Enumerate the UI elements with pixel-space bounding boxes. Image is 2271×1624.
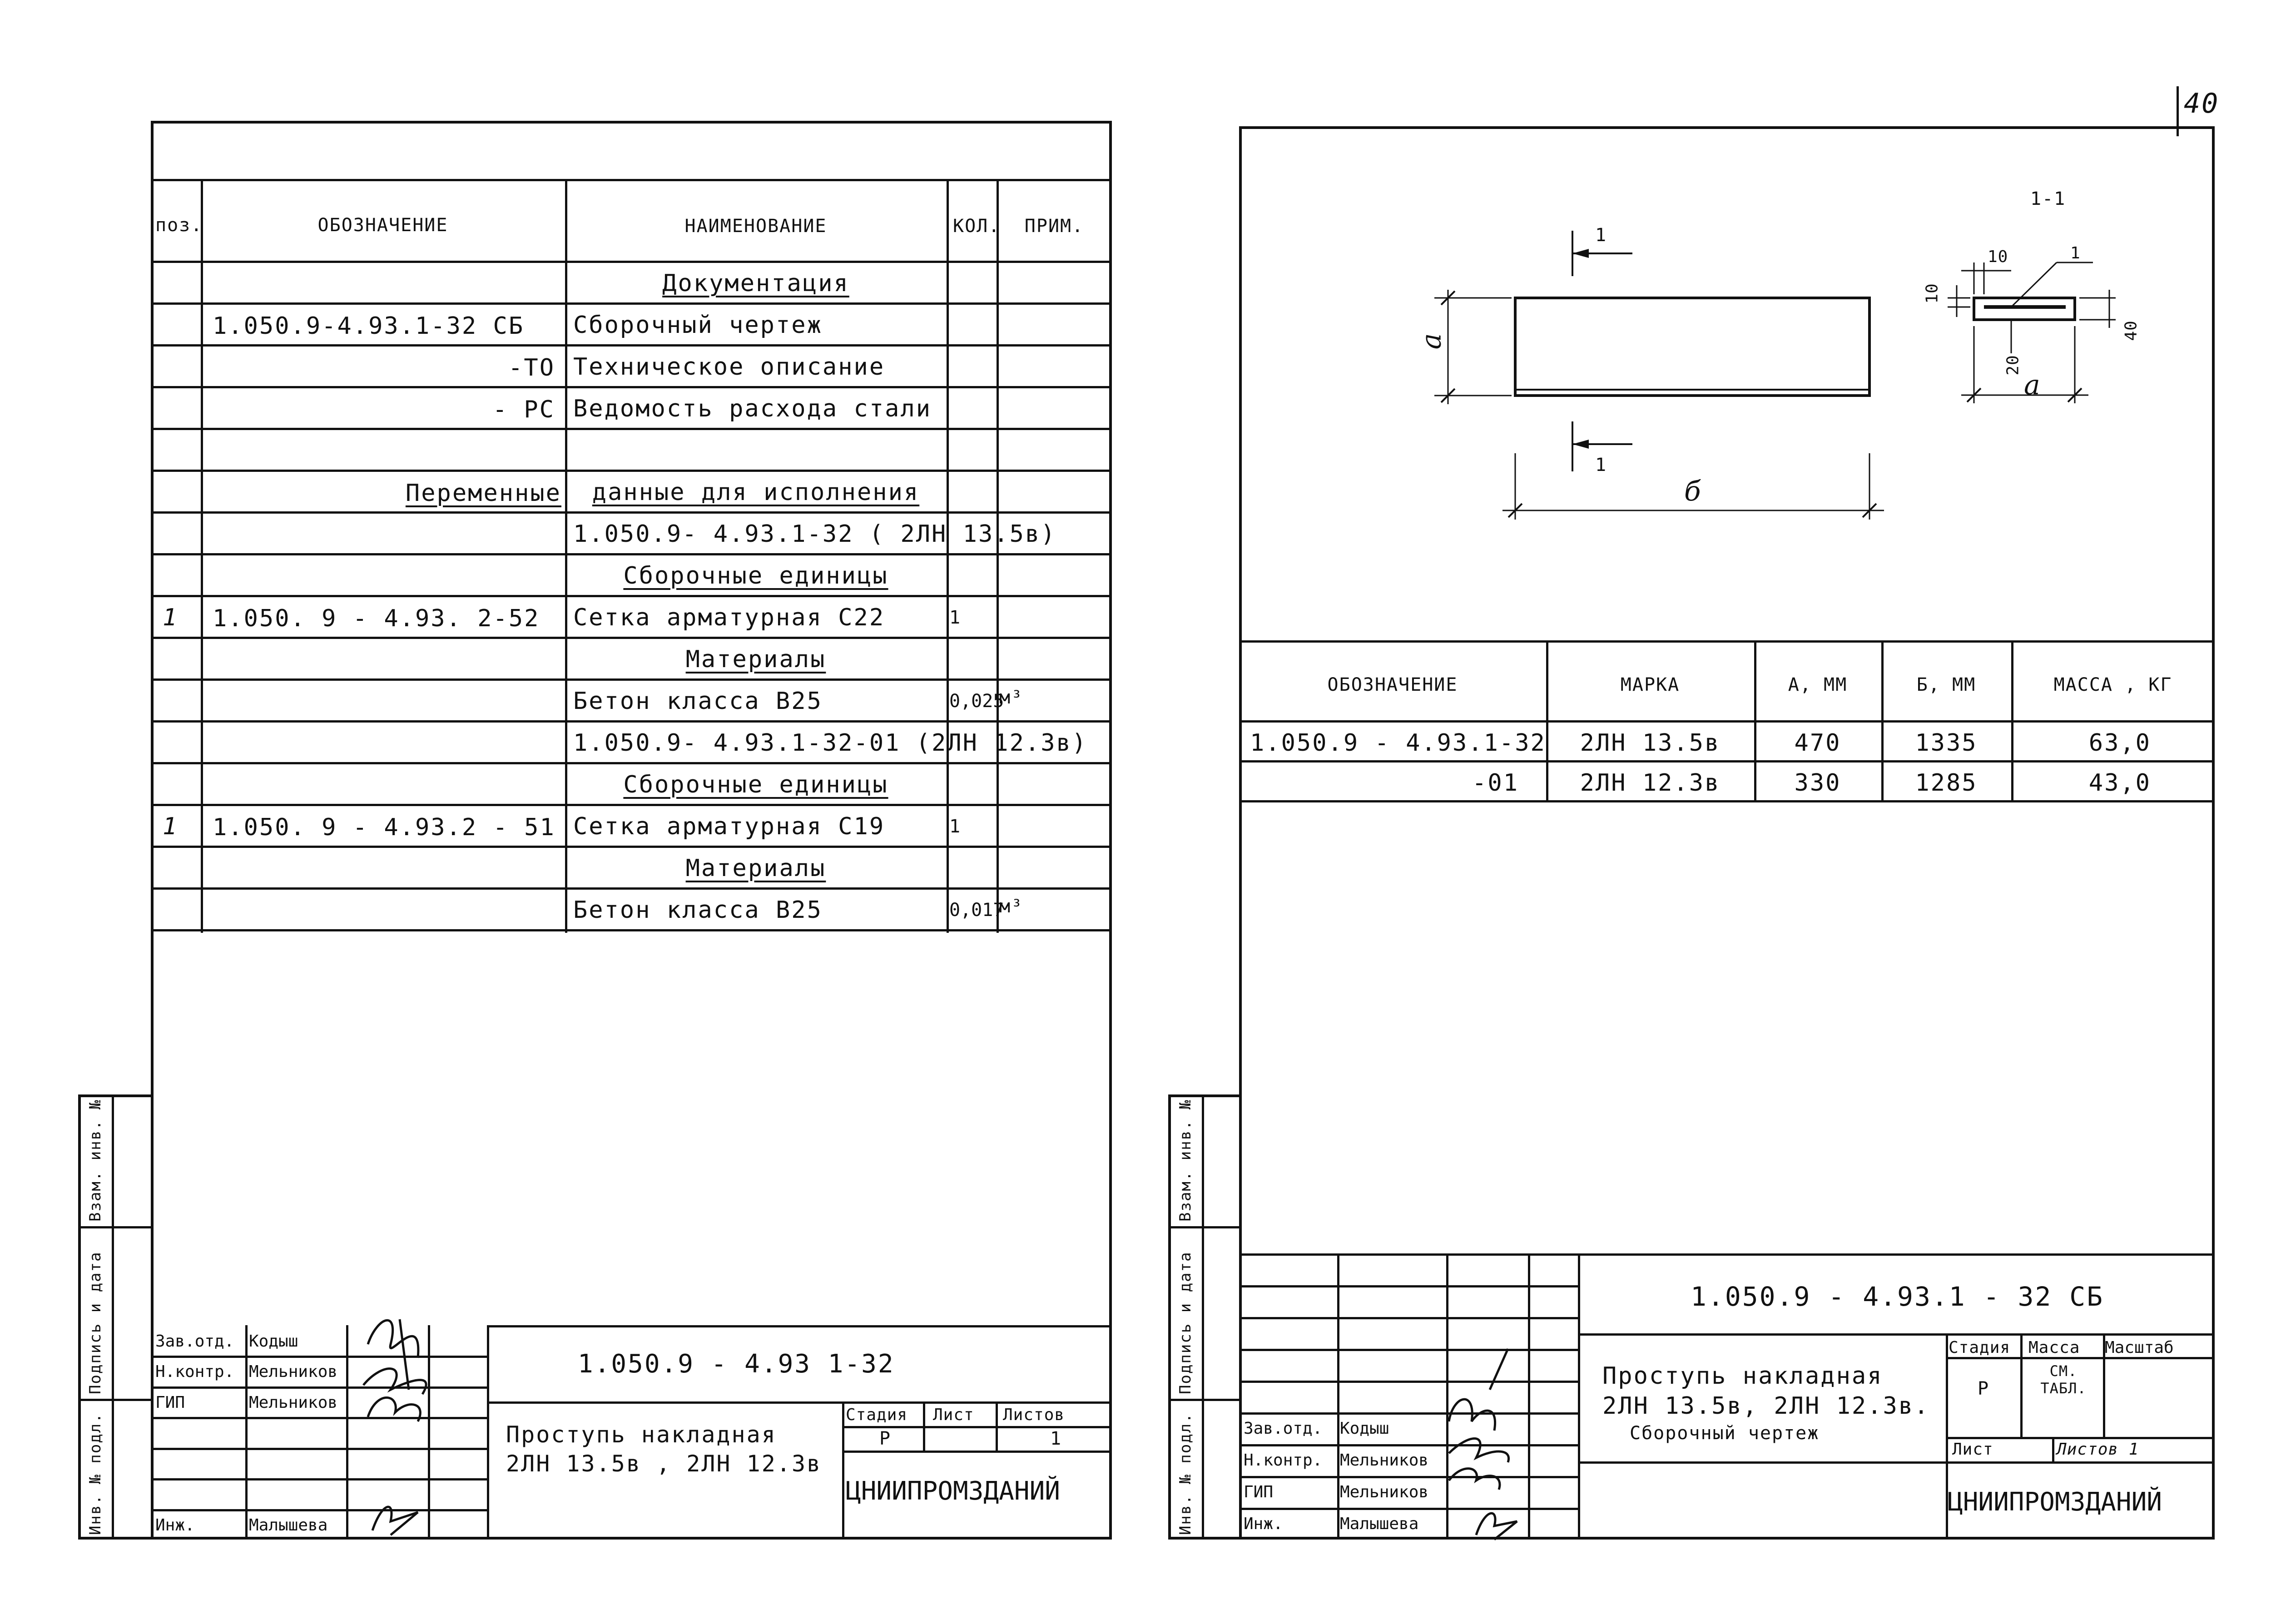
row-name: Сетка арматурная С19 (573, 813, 885, 840)
header-name: НАИМЕНОВАНИЕ (684, 216, 827, 237)
cut-mark-bottom: 1 (1595, 455, 1607, 475)
right-stage-label: Стадия (1949, 1338, 2011, 1357)
people-role: Инж. (155, 1515, 195, 1535)
row-name: Бетон класса В25 (573, 688, 823, 715)
section-label: 1-1 (2030, 188, 2066, 209)
right-org: ЦНИИПРОМЗДАНИЙ (1948, 1487, 2162, 1517)
row-qty: 0,017 (949, 900, 1004, 921)
left-title-line1: Проступь накладная (506, 1421, 777, 1448)
row-designation: Переменные (405, 480, 561, 507)
right-title-code: 1.050.9 - 4.93.1 - 32 СБ (1691, 1281, 2104, 1312)
header-pos: поз. (155, 215, 203, 236)
people-name: Малышева (1340, 1515, 1419, 1533)
left-title-code: 1.050.9 - 4.93 1-32 (578, 1349, 895, 1379)
people-role: Инж. (1244, 1515, 1283, 1533)
section-dim-a: а (2024, 369, 2042, 401)
left-stage-value: Р (879, 1428, 892, 1449)
people-role: Н.контр. (1244, 1451, 1323, 1470)
row-pos: 1 (163, 604, 179, 631)
right-sheet-label: Лист (1952, 1440, 1993, 1459)
table-cell: 2ЛН 12.3в (1580, 769, 1721, 797)
row-section-heading: Сборочные единицы (623, 771, 888, 798)
row-pos: 1 (163, 813, 179, 840)
people-name: Мельников (1340, 1451, 1429, 1470)
dim-a-label: а (1415, 332, 1448, 350)
people-name: Мельников (249, 1362, 338, 1381)
row-qty: 1 (949, 607, 961, 628)
row-designation: 1.050. 9 - 4.93.2 - 51 (213, 814, 555, 841)
right-sheets-label: Листов 1 (2057, 1440, 2139, 1459)
table-cell: 330 (1794, 769, 1841, 797)
people-role: ГИП (155, 1393, 185, 1412)
table-header-cell: Б, ММ (1916, 674, 1976, 695)
right-mass-label: Масса (2028, 1338, 2080, 1357)
row-section-heading: Материалы (685, 855, 826, 882)
table-cell: -01 (1472, 769, 1519, 797)
row-section-heading: данные для исполнения (592, 479, 920, 506)
table-cell: 2ЛН 13.5в (1580, 729, 1721, 757)
right-stamp-vzam-inv: Взам. инв. № (1176, 1099, 1195, 1222)
left-stamp-vzam-inv: Взам. инв. № (86, 1099, 104, 1222)
right-mass-value: СМ. ТАБЛ. (2040, 1362, 2087, 1397)
row-designation: - РС (492, 396, 555, 423)
left-stamp-signature-date: Подпись и дата (86, 1251, 104, 1394)
people-name: Мельников (1340, 1483, 1429, 1501)
left-sheets-value: 1 (1050, 1428, 1062, 1449)
people-role: ГИП (1244, 1483, 1274, 1501)
row-section-heading: Материалы (685, 646, 826, 673)
row-note: м³ (999, 687, 1023, 708)
row-note: м³ (999, 896, 1023, 917)
table-header-cell: А, ММ (1788, 674, 1848, 695)
people-role: Н.контр. (155, 1362, 234, 1381)
table-header-cell: ОБОЗНАЧЕНИЕ (1327, 674, 1458, 695)
left-sheets-label: Листов (1003, 1406, 1065, 1424)
table-header-cell: МАССА , КГ (2053, 674, 2172, 695)
table-cell: 63,0 (2088, 729, 2151, 757)
row-name: 1.050.9- 4.93.1-32 ( 2ЛН 13.5в) (573, 520, 1056, 548)
people-role: Зав.отд. (1244, 1419, 1323, 1438)
left-sheet-label: Лист (933, 1406, 974, 1424)
people-name: Малышева (249, 1515, 328, 1535)
dim-b-label: б (1684, 475, 1702, 507)
left-org: ЦНИИПРОМЗДАНИЙ (846, 1476, 1061, 1506)
cut-mark-top: 1 (1595, 225, 1607, 246)
people-name: Кодыш (1340, 1419, 1389, 1438)
header-qty: КОЛ. (953, 216, 1001, 237)
row-qty: 1 (949, 816, 961, 837)
row-name: Бетон класса В25 (573, 896, 823, 924)
dim-10-horizontal: 10 (1988, 248, 2008, 266)
row-name: Техническое описание (573, 353, 885, 381)
table-header-cell: МАРКА (1620, 674, 1680, 695)
left-stamp-inv-podl: Инв. № подл. (86, 1412, 104, 1535)
table-cell: 1285 (1915, 769, 1978, 797)
pos-mark: 1 (2070, 244, 2081, 262)
page-number: 40 (2184, 88, 2220, 119)
row-name: Ведомость расхода стали (573, 395, 932, 422)
row-designation: 1.050. 9 - 4.93. 2-52 (213, 605, 540, 632)
right-stage-value: Р (1978, 1378, 1990, 1399)
right-stamp-signature-date: Подпись и дата (1176, 1251, 1195, 1394)
right-title-line3: Сборочный чертеж (1630, 1423, 1820, 1444)
row-section-heading: Документация (662, 270, 849, 297)
people-name: Кодыш (249, 1332, 298, 1351)
table-cell: 470 (1794, 729, 1841, 757)
table-cell: 1.050.9 - 4.93.1-32 (1250, 729, 1546, 757)
left-title-line2: 2ЛН 13.5в , 2ЛН 12.3в (506, 1451, 822, 1477)
right-title-line1: Проступь накладная (1602, 1362, 1883, 1390)
table-cell: 1335 (1915, 729, 1978, 757)
left-stage-label: Стадия (846, 1406, 908, 1424)
row-name: 1.050.9- 4.93.1-32-01 (2ЛН 12.3в) (573, 729, 1088, 757)
table-cell: 43,0 (2088, 769, 2151, 797)
dim-20: 20 (2003, 355, 2023, 376)
dim-10-vertical: 10 (1923, 283, 1942, 304)
people-role: Зав.отд. (155, 1332, 234, 1351)
people-name: Мельников (249, 1393, 338, 1412)
row-name: Сборочный чертеж (573, 312, 823, 339)
right-stamp-inv-podl: Инв. № подл. (1176, 1412, 1195, 1535)
row-designation: -ТО (508, 354, 555, 381)
header-note: ПРИМ. (1024, 216, 1084, 237)
dim-40: 40 (2122, 320, 2141, 341)
right-title-line2: 2ЛН 13.5в, 2ЛН 12.3в. (1602, 1392, 1930, 1420)
header-designation: ОБОЗНАЧЕНИЕ (317, 215, 448, 236)
right-scale-label: Масштаб (2105, 1338, 2174, 1357)
row-designation: 1.050.9-4.93.1-32 СБ (213, 312, 525, 340)
row-name: Сетка арматурная С22 (573, 604, 885, 631)
row-section-heading: Сборочные единицы (623, 562, 888, 589)
row-qty: 0,025 (949, 691, 1004, 712)
